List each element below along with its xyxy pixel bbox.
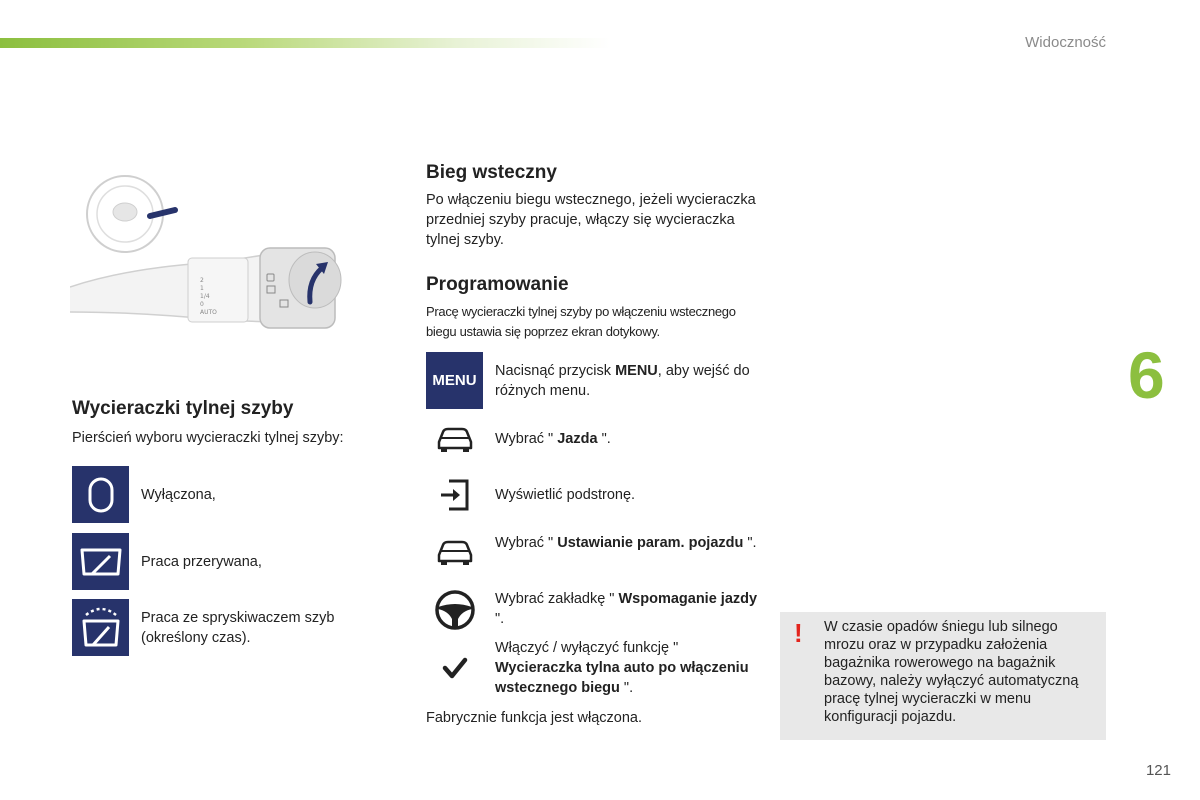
rear-wipers-title: Wycieraczki tylnej szyby	[72, 398, 294, 419]
step-text: Wybrać zakładkę " Wspomaganie jazdy ".	[495, 591, 758, 627]
page-number: 121	[1145, 762, 1171, 779]
wiper-off-icon	[72, 466, 129, 523]
submenu-arrow-icon	[426, 476, 484, 514]
reverse-gear-title: Bieg wsteczny	[426, 162, 557, 183]
car-icon	[426, 420, 484, 458]
menu-button-icon: MENU	[426, 352, 483, 409]
step-text: Włączyć / wyłączyć funkcję " Wycieraczka tylna auto po włączeniu wstecznego biegu ".	[495, 640, 749, 696]
chapter-number: 6	[1128, 338, 1165, 412]
step-text: Wyświetlić podstronę.	[495, 487, 636, 503]
rear-wipers-intro: Pierścień wyboru wycieraczki tylnej szyby:	[72, 430, 344, 446]
svg-text:1/4: 1/4	[200, 293, 210, 300]
reverse-gear-text: Po włączeniu biegu wstecznego, jeżeli wycieraczka przedniej szyby pracuje, włączy się wycieraczka tylnej szyby.	[426, 192, 756, 248]
step-text: Nacisnąć przycisk MENU, aby wejść do różnych menu.	[495, 363, 750, 399]
wiper-mode-label: Praca ze spryskiwaczem szyb (określony czas).	[141, 610, 335, 646]
warning-note-text: W czasie opadów śniegu lub silnego mrozu oraz w przypadku założenia bagażnika rowerowego na bagażnik bazowy, należy wyłączyć automatyczną pracę tylnej wycieraczki w menu konfiguracji pojazdu.	[824, 619, 1079, 725]
wiper-stalk-illustration	[70, 172, 360, 347]
warning-note	[780, 612, 1106, 740]
svg-text:0: 0	[200, 301, 204, 308]
warning-icon: !	[794, 618, 803, 648]
wiper-mode-label: Wyłączona,	[141, 487, 216, 503]
wiper-mode-washer	[72, 599, 392, 657]
header-accent-bar	[0, 38, 610, 48]
wiper-mode-off	[72, 466, 392, 524]
steering-wheel-icon	[426, 589, 484, 631]
car-icon	[426, 533, 484, 571]
step-text: Wybrać " Ustawianie param. pojazdu ".	[495, 535, 757, 551]
rear-wiper-intermittent-icon	[72, 533, 129, 590]
rear-wiper-washer-icon	[72, 599, 129, 656]
section-title: Widoczność	[1025, 34, 1106, 51]
step-text: Wybrać " Jazda ".	[495, 431, 611, 447]
programming-intro: Pracę wycieraczki tylnej szyby po włączeniu wstecznego biegu ustawia się poprzez ekran dotykowy.	[426, 304, 736, 339]
programming-title: Programowanie	[426, 274, 569, 295]
checkmark-icon	[426, 654, 484, 682]
svg-text:1: 1	[200, 285, 204, 292]
factory-default-text: Fabrycznie funkcja jest włączona.	[426, 710, 642, 726]
wiper-mode-label: Praca przerywana,	[141, 554, 262, 570]
wiper-mode-intermittent	[72, 533, 392, 591]
svg-text:2: 2	[200, 277, 204, 284]
svg-text:AUTO: AUTO	[200, 309, 217, 316]
